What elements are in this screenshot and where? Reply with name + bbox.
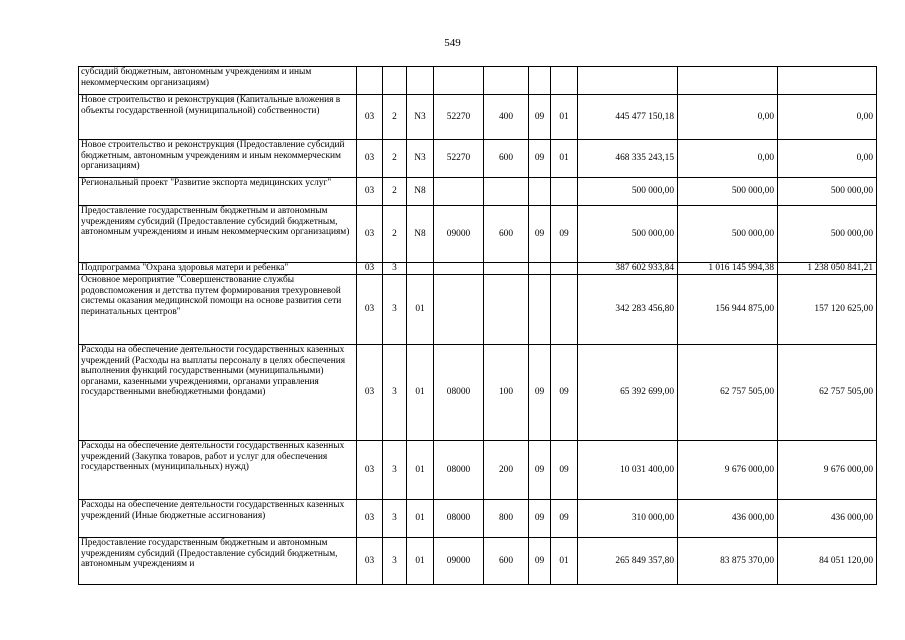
code-cell: 01 [407,275,434,345]
table-row [79,345,877,441]
amount-cell: 500 000,00 [678,206,778,263]
amount-cell: 65 392 699,00 [578,345,678,441]
page-number: 549 [444,37,461,49]
code-cell [529,275,551,345]
row-description: Новое строительство и реконструкция (Предоставление субсидий бюджетным, автономным учреждениям и иным некоммерческим организациям) [79,140,357,178]
code-cell: 09 [529,441,551,500]
code-cell: 03 [357,345,383,441]
code-cell [434,178,484,206]
code-cell: 09 [529,95,551,140]
code-cell: 3 [383,500,407,538]
code-cell: 09 [551,206,578,263]
code-cell: 09000 [434,538,484,585]
table-row [79,206,877,263]
table-row [79,275,877,345]
amount-cell: 500 000,00 [578,206,678,263]
code-cell: 09 [529,140,551,178]
code-cell: 09 [529,206,551,263]
amount-cell: 310 000,00 [578,500,678,538]
table-row [79,178,877,206]
amount-cell: 1 238 050 841,21 [778,263,877,275]
code-cell: 03 [357,441,383,500]
code-cell: 200 [484,441,529,500]
amount-cell: 0,00 [678,95,778,140]
amount-cell: 445 477 150,18 [578,95,678,140]
row-description: Расходы на обеспечение деятельности государственных казенных учреждений (Расходы на выплаты персоналу в целях обеспечения выполнения функций государственными (муниципальными) органами, казенными учреждениями, органами управления государственными внебюджетными фондами) [79,345,357,441]
amount-cell: 9 676 000,00 [778,441,877,500]
code-cell [484,275,529,345]
amount-cell: 500 000,00 [778,178,877,206]
amount-cell: 9 676 000,00 [678,441,778,500]
code-cell: 03 [357,275,383,345]
code-cell: 03 [357,178,383,206]
row-description: Предоставление государственным бюджетным и автономным учреждениям субсидий (Предоставление субсидий бюджетным, автономным учреждениям и иным некоммерческим организациям) [79,206,357,263]
amount-cell: 83 875 370,00 [678,538,778,585]
code-cell: 3 [383,441,407,500]
code-cell: 03 [357,538,383,585]
table-row [79,538,877,585]
code-cell: 52270 [434,95,484,140]
amount-cell: 436 000,00 [678,500,778,538]
code-cell: 03 [357,206,383,263]
code-cell [484,67,529,95]
code-cell: 2 [383,95,407,140]
code-cell: 600 [484,538,529,585]
code-cell [407,67,434,95]
code-cell: 01 [407,538,434,585]
code-cell [551,275,578,345]
code-cell: 09 [551,500,578,538]
code-cell [551,178,578,206]
amount-cell: 342 283 456,80 [578,275,678,345]
row-description: Новое строительство и реконструкция (Капитальные вложения в объекты государственной (муниципальной) собственности) [79,95,357,140]
code-cell: N3 [407,95,434,140]
amount-cell: 156 944 875,00 [678,275,778,345]
code-cell: N3 [407,140,434,178]
row-description: субсидий бюджетным, автономным учреждениям и иным некоммерческим организациям) [79,67,357,95]
code-cell: 09 [529,500,551,538]
table-row [79,441,877,500]
code-cell: N8 [407,206,434,263]
code-cell: 08000 [434,500,484,538]
budget-table [78,66,877,585]
amount-cell: 500 000,00 [678,178,778,206]
code-cell [529,263,551,275]
code-cell: 01 [407,500,434,538]
code-cell: 08000 [434,441,484,500]
table-row [79,67,877,95]
code-cell: 01 [551,95,578,140]
amount-cell: 157 120 625,00 [778,275,877,345]
code-cell: 01 [551,538,578,585]
amount-cell: 0,00 [778,95,877,140]
amount-cell: 10 031 400,00 [578,441,678,500]
code-cell: 03 [357,500,383,538]
amount-cell [578,67,678,95]
code-cell [484,263,529,275]
code-cell: 52270 [434,140,484,178]
code-cell: 09000 [434,206,484,263]
table-row [79,263,877,275]
amount-cell: 0,00 [678,140,778,178]
row-description: Расходы на обеспечение деятельности государственных казенных учреждений (Иные бюджетные ассигнования) [79,500,357,538]
amount-cell [678,67,778,95]
code-cell: 01 [407,345,434,441]
code-cell: 01 [551,140,578,178]
amount-cell: 62 757 505,00 [678,345,778,441]
code-cell: 09 [529,345,551,441]
code-cell: 3 [383,538,407,585]
table-body [79,67,877,585]
row-description: Предоставление государственным бюджетным и автономным учреждениям субсидий (Предоставление субсидий бюджетным, автономным учреждениям и [79,538,357,585]
code-cell [529,178,551,206]
code-cell [434,263,484,275]
code-cell: 08000 [434,345,484,441]
amount-cell [778,67,877,95]
table-row [79,140,877,178]
code-cell [551,67,578,95]
amount-cell: 84 051 120,00 [778,538,877,585]
code-cell [407,263,434,275]
code-cell: 600 [484,206,529,263]
code-cell [529,67,551,95]
code-cell: 01 [407,441,434,500]
code-cell: 3 [383,345,407,441]
row-description: Расходы на обеспечение деятельности государственных казенных учреждений (Закупка товаров, работ и услуг для обеспечения государственных (муниципальных) нужд) [79,441,357,500]
code-cell: 03 [357,140,383,178]
code-cell: 2 [383,140,407,178]
code-cell: 800 [484,500,529,538]
code-cell [484,178,529,206]
code-cell: 09 [551,345,578,441]
amount-cell: 436 000,00 [778,500,877,538]
code-cell: 09 [551,441,578,500]
code-cell [551,263,578,275]
code-cell: N8 [407,178,434,206]
amount-cell: 500 000,00 [778,206,877,263]
code-cell [383,67,407,95]
code-cell: 600 [484,140,529,178]
code-cell: 03 [357,263,383,275]
code-cell [434,275,484,345]
amount-cell: 468 335 243,15 [578,140,678,178]
code-cell: 400 [484,95,529,140]
code-cell: 3 [383,263,407,275]
amount-cell: 265 849 357,80 [578,538,678,585]
code-cell: 03 [357,95,383,140]
amount-cell: 62 757 505,00 [778,345,877,441]
row-description: Подпрограмма "Охрана здоровья матери и ребенка" [79,263,357,275]
code-cell: 09 [529,538,551,585]
code-cell [434,67,484,95]
code-cell: 3 [383,275,407,345]
table-row [79,95,877,140]
amount-cell: 1 016 145 994,38 [678,263,778,275]
code-cell: 100 [484,345,529,441]
row-description: Основное мероприятие "Совершенствование службы родовспоможения и детства путем формирования трехуровневой системы оказания медицинской помощи на основе развития сети перинатальных центров" [79,275,357,345]
amount-cell: 387 602 933,84 [578,263,678,275]
amount-cell: 0,00 [778,140,877,178]
code-cell: 2 [383,206,407,263]
row-description: Региональный проект "Развитие экспорта медицинских услуг" [79,178,357,206]
code-cell: 2 [383,178,407,206]
code-cell [357,67,383,95]
amount-cell: 500 000,00 [578,178,678,206]
table-row [79,500,877,538]
